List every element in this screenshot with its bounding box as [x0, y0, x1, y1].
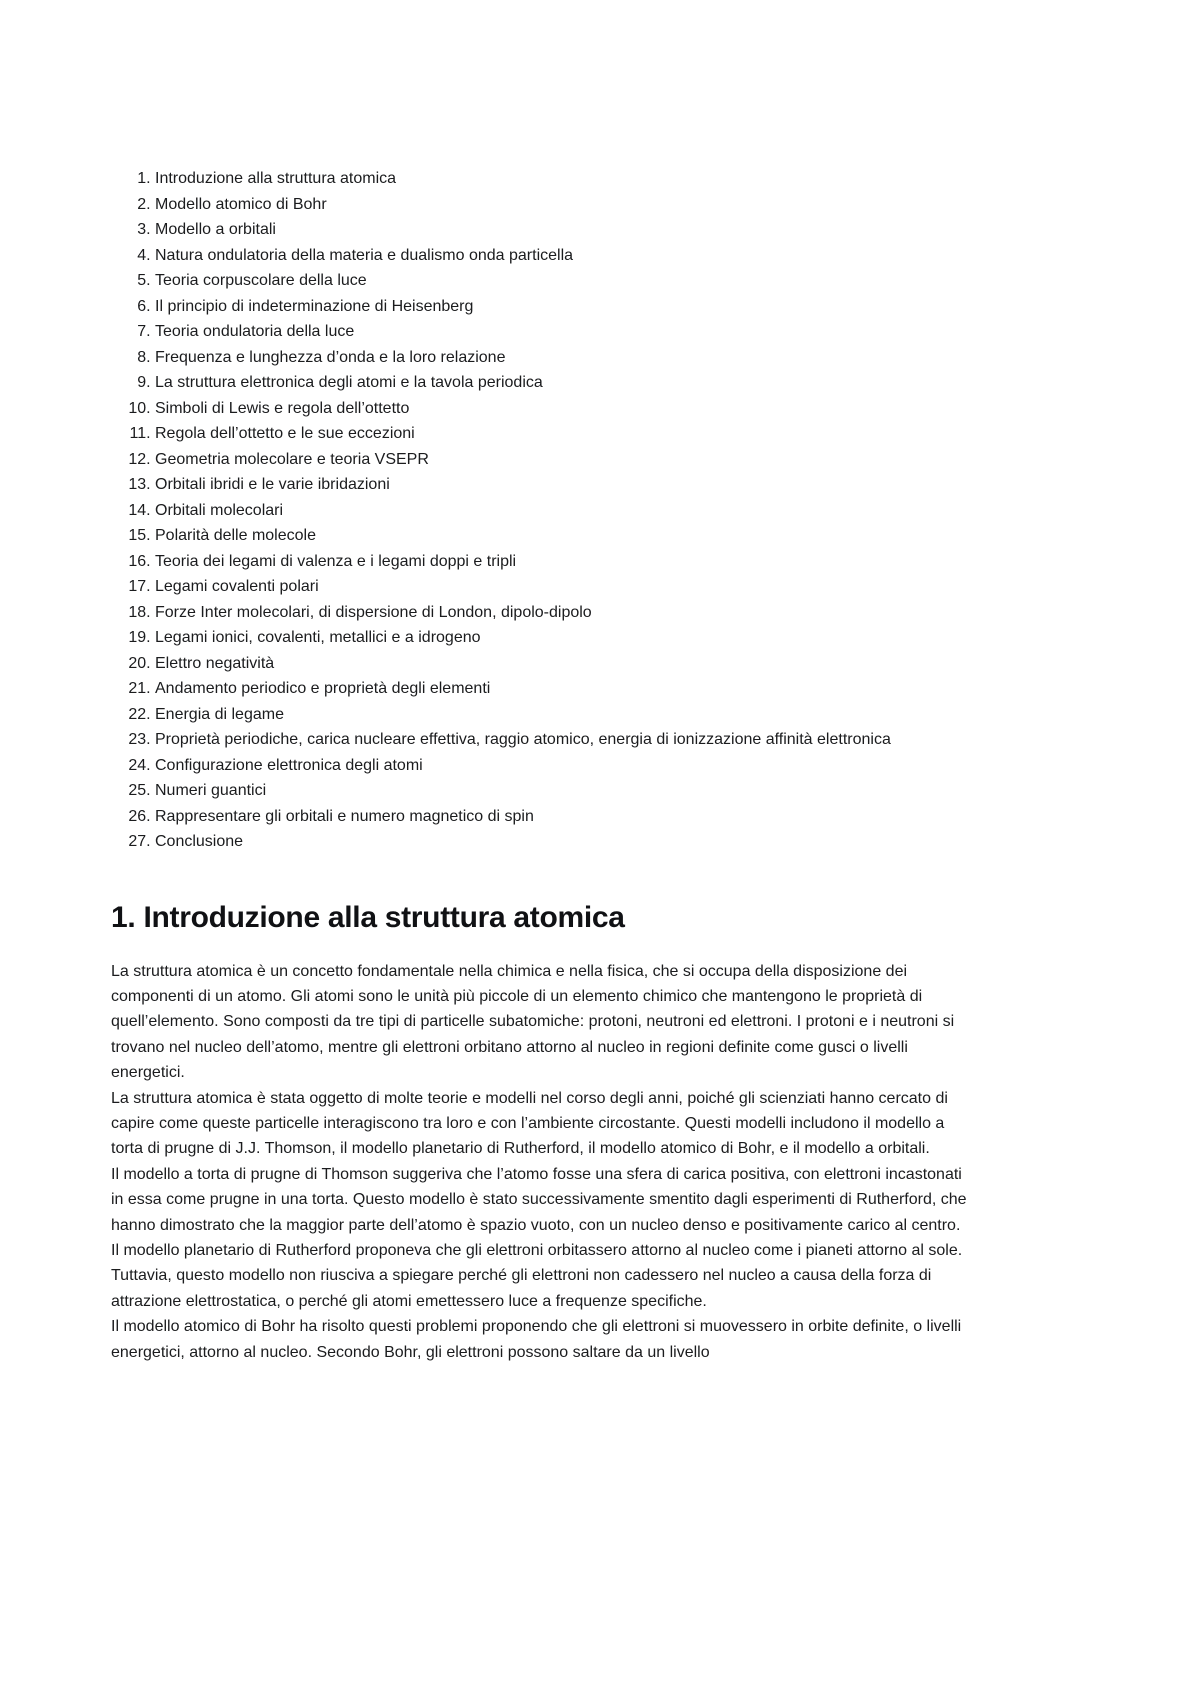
toc-item	[155, 804, 1013, 830]
toc-item	[155, 651, 1013, 677]
toc-item	[155, 574, 1013, 600]
toc-item	[155, 421, 1013, 447]
toc-item-text: Introduzione alla struttura atomica	[155, 170, 397, 187]
toc-item-text: Andamento periodico e proprietà degli elementi	[155, 680, 491, 697]
toc-item-text: Proprietà periodiche, carica nucleare effettiva, raggio atomico, energia di ionizzazione affinità elettronica	[155, 731, 891, 748]
toc-item-text: Rappresentare gli orbitali e numero magnetico di spin	[155, 807, 534, 825]
toc-item-text: Polarità delle molecole	[155, 527, 316, 544]
toc-item	[155, 625, 1013, 651]
toc-item-text: Geometria molecolare e teoria VSEPR	[155, 450, 429, 468]
body-paragraph: La struttura atomica è stata oggetto di molte teorie e modelli nel corso degli anni, poiché gli scienziati hanno cercato di capire come queste particelle interagiscono tra loro e con l’ambiente circostante. Questi modelli includono il modello a torta di prugne di J.J. Thomson, il modello planetario di Rutherford, il modello atomico di Bohr, e il modello a orbitali.	[111, 1089, 948, 1158]
toc-item-text: Modello a orbitali	[155, 221, 276, 238]
toc-item	[155, 676, 1013, 702]
toc-item-text: Il principio di indeterminazione di Heisenberg	[155, 297, 474, 315]
toc-item	[155, 447, 1013, 473]
toc-item-text: Configurazione elettronica degli atomi	[155, 756, 423, 774]
toc-item-text: Teoria dei legami di valenza e i legami doppi e tripli	[155, 552, 517, 570]
toc-item	[155, 345, 1013, 371]
toc-item-text: Simboli di Lewis e regola dell’ottetto	[155, 399, 410, 417]
toc-item	[155, 166, 1013, 192]
section-body	[111, 959, 969, 1366]
toc-item	[155, 702, 1013, 728]
toc-item-text: Orbitali ibridi e le varie ibridazioni	[155, 476, 390, 493]
toc-item-text: Teoria corpuscolare della luce	[155, 272, 367, 289]
toc-item-text: Legami ionici, covalenti, metallici e a idrogeno	[155, 629, 481, 646]
body-paragraph: Il modello a torta di prugne di Thomson suggeriva che l’atomo fosse una sfera di carica positiva, con elettroni incastonati in essa come prugne in una torta. Questo modello è stato successivamente smentito dagli esperimenti di Rutherford, che hanno dimostrato che la maggior parte dell’atomo è spazio vuoto, con un nucleo denso e positivamente carico al centro.	[111, 1165, 967, 1234]
toc-item-text: Numeri guantici	[155, 782, 267, 799]
toc-item-text: Elettro negatività	[155, 654, 275, 672]
toc-item-text: Modello atomico di Bohr	[155, 195, 327, 213]
body-paragraph: Il modello atomico di Bohr ha risolto questi problemi proponendo che gli elettroni si muovessero in orbite definite, o livelli energetici, attorno al nucleo. Secondo Bohr, gli elettroni possono saltare da un livello	[111, 1318, 962, 1361]
toc-item	[155, 396, 1013, 422]
toc-item	[155, 294, 1013, 320]
body-paragraph: Il modello planetario di Rutherford proponeva che gli elettroni orbitassero attorno al nucleo come i pianeti attorno al sole. Tuttavia, questo modello non riusciva a spiegare perché gli elettroni non cadessero nel nucleo a causa della forza di attrazione elettrostatica, o perché gli atomi emettessero luce a frequenze specifiche.	[111, 1241, 963, 1310]
toc-item	[155, 549, 1013, 575]
section-heading: 1. Introduzione alla struttura atomica	[111, 900, 625, 934]
toc-item-text: Energia di legame	[155, 705, 284, 723]
toc-item	[155, 753, 1013, 779]
toc-item-text: Conclusione	[155, 833, 244, 850]
toc-item	[155, 319, 1013, 345]
toc-item	[155, 498, 1013, 524]
body-paragraph: La struttura atomica è un concetto fondamentale nella chimica e nella fisica, che si occupa della disposizione dei componenti di un atomo. Gli atomi sono le unità più piccole di un elemento chimico che mantengono le proprietà di quell’elemento. Sono composti da tre tipi di particelle subatomiche: protoni, neutroni ed elettroni. I protoni e i neutroni si trovano nel nucleo dell’atomo, mentre gli elettroni orbitano attorno al nucleo in regioni definite come gusci o livelli energetici.	[111, 962, 955, 1082]
toc-item	[155, 472, 1013, 498]
toc-item	[155, 778, 1013, 804]
table-of-contents	[111, 166, 1013, 855]
toc-item-text: La struttura elettronica degli atomi e la tavola periodica	[155, 374, 543, 391]
toc-item-text: Orbitali molecolari	[155, 501, 284, 519]
toc-item	[155, 829, 1013, 855]
toc-item-text: Legami covalenti polari	[155, 578, 319, 595]
toc-item	[155, 727, 1013, 753]
toc-item	[155, 243, 1013, 269]
toc-item	[155, 192, 1013, 218]
toc-item-text: Frequenza e lunghezza d’onda e la loro relazione	[155, 348, 506, 366]
toc-item	[155, 370, 1013, 396]
toc-item	[155, 268, 1013, 294]
toc-item-text: Regola dell’ottetto e le sue eccezioni	[155, 425, 415, 442]
toc-item	[155, 217, 1013, 243]
toc-item	[155, 523, 1013, 549]
toc-item-text: Teoria ondulatoria della luce	[155, 323, 355, 340]
toc-item-text: Forze Inter molecolari, di dispersione di London, dipolo-dipolo	[155, 603, 592, 621]
toc-item	[155, 600, 1013, 626]
toc-item-text: Natura ondulatoria della materia e dualismo onda particella	[155, 246, 574, 264]
